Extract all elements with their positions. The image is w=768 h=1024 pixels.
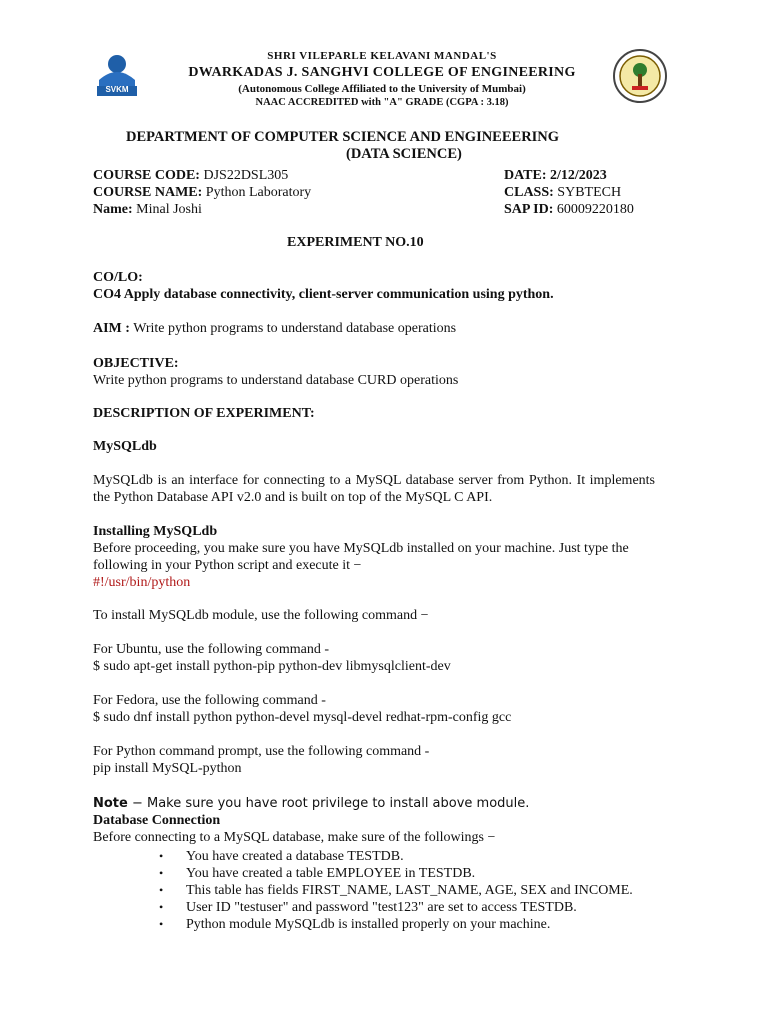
svkm-logo <box>93 50 141 98</box>
letterhead-line-3: (Autonomous College Affiliated to the University of Mumbai) <box>238 83 526 95</box>
college-seal-logo <box>612 48 668 104</box>
bullet-icon: • <box>159 900 164 914</box>
student-name-value: Minal Joshi <box>136 202 202 217</box>
list-item: • Python module MySQLdb is installed properly on your machine. <box>159 917 551 932</box>
aim-label: AIM : <box>93 321 130 336</box>
list-item: • You have created a table EMPLOYEE in TESTDB. <box>159 866 476 881</box>
db-requirements-list <box>93 848 633 933</box>
sap-id-row <box>504 201 634 218</box>
department-title: DEPARTMENT OF COMPUTER SCIENCE AND ENGINEEERING <box>126 129 560 145</box>
co-lo-label: CO/LO: <box>93 270 143 285</box>
class-value: SYBTECH <box>557 185 622 200</box>
mysqldb-heading: MySQLdb <box>93 439 157 454</box>
list-item: • This table has fields FIRST_NAME, LAST_NAME, AGE, SEX and INCOME. <box>159 883 633 898</box>
student-name-label: Name: <box>93 202 133 217</box>
course-name-label: COURSE NAME: <box>93 185 203 200</box>
letterhead-line-2: DWARKADAS J. SANGHVI COLLEGE OF ENGINEERING <box>188 65 576 80</box>
course-code-value: DJS22DSL305 <box>203 168 289 183</box>
note-text: − Make sure you have root privilege to install above module. <box>127 796 530 811</box>
experiment-title: EXPERIMENT NO.10 <box>287 235 424 250</box>
python-prompt-command: pip install MySQL-python <box>93 761 242 776</box>
bullet-icon: • <box>159 849 164 863</box>
course-code-label: COURSE CODE: <box>93 168 200 183</box>
fedora-label: For Fedora, use the following command - <box>93 693 326 708</box>
ubuntu-command: $ sudo apt-get install python-pip python-dev libmysqlclient-dev <box>93 659 451 674</box>
co-lo-text: CO4 Apply database connectivity, client-server communication using python. <box>93 287 554 302</box>
student-name-row <box>93 201 202 218</box>
note-row <box>93 794 529 812</box>
shebang-code: #!/usr/bin/python <box>93 575 191 590</box>
python-prompt-label: For Python command prompt, use the following command - <box>93 744 430 759</box>
aim-row <box>93 320 456 337</box>
course-code-row <box>93 167 288 184</box>
bullet-icon: • <box>159 866 164 880</box>
bullet-icon: • <box>159 883 164 897</box>
db-connection-intro: Before connecting to a MySQL database, make sure of the followings − <box>93 830 496 845</box>
department-subtitle: (DATA SCIENCE) <box>346 146 462 162</box>
course-name-row <box>93 184 311 201</box>
objective-text: Write python programs to understand database CURD operations <box>93 373 459 388</box>
bullet-icon: • <box>159 917 164 931</box>
ubuntu-label: For Ubuntu, use the following command - <box>93 642 330 657</box>
description-heading: DESCRIPTION OF EXPERIMENT: <box>93 406 315 421</box>
letterhead-line-4: NAAC ACCREDITED with "A" GRADE (CGPA : 3.18) <box>255 97 509 108</box>
class-label: CLASS: <box>504 185 554 200</box>
installing-line-1: Before proceeding, you make sure you have MySQLdb installed on your machine. Just type the <box>93 541 629 556</box>
aim-text: Write python programs to understand database operations <box>133 321 457 336</box>
fedora-command: $ sudo dnf install python python-devel mysql-devel redhat-rpm-config gcc <box>93 710 512 725</box>
note-label: Note <box>93 796 128 811</box>
sap-id-label: SAP ID: <box>504 202 554 217</box>
course-name-value: Python Laboratory <box>205 185 312 200</box>
letterhead-line-1: SHRI VILEPARLE KELAVANI MANDAL'S <box>267 50 497 62</box>
db-connection-heading: Database Connection <box>93 813 221 828</box>
objective-label: OBJECTIVE: <box>93 356 179 371</box>
install-instruction: To install MySQLdb module, use the following command − <box>93 608 429 623</box>
list-item: • You have created a database TESTDB. <box>159 849 404 864</box>
installing-line-2: following in your Python script and execute it − <box>93 558 362 573</box>
svkm-logo-text: SVKM <box>105 85 129 94</box>
list-item: • User ID "testuser" and password "test123" are set to access TESTDB. <box>159 900 577 915</box>
class-row <box>504 184 621 201</box>
sap-id-value: 60009220180 <box>556 202 634 217</box>
date-row: DATE: 2/12/2023 <box>504 168 607 183</box>
installing-heading: Installing MySQLdb <box>93 524 218 539</box>
mysqldb-paragraph: MySQLdb is an interface for connecting to a MySQL database server from Python. It implements the Python Database API v2.0 and is built on top of the MySQL C API. <box>93 473 655 505</box>
